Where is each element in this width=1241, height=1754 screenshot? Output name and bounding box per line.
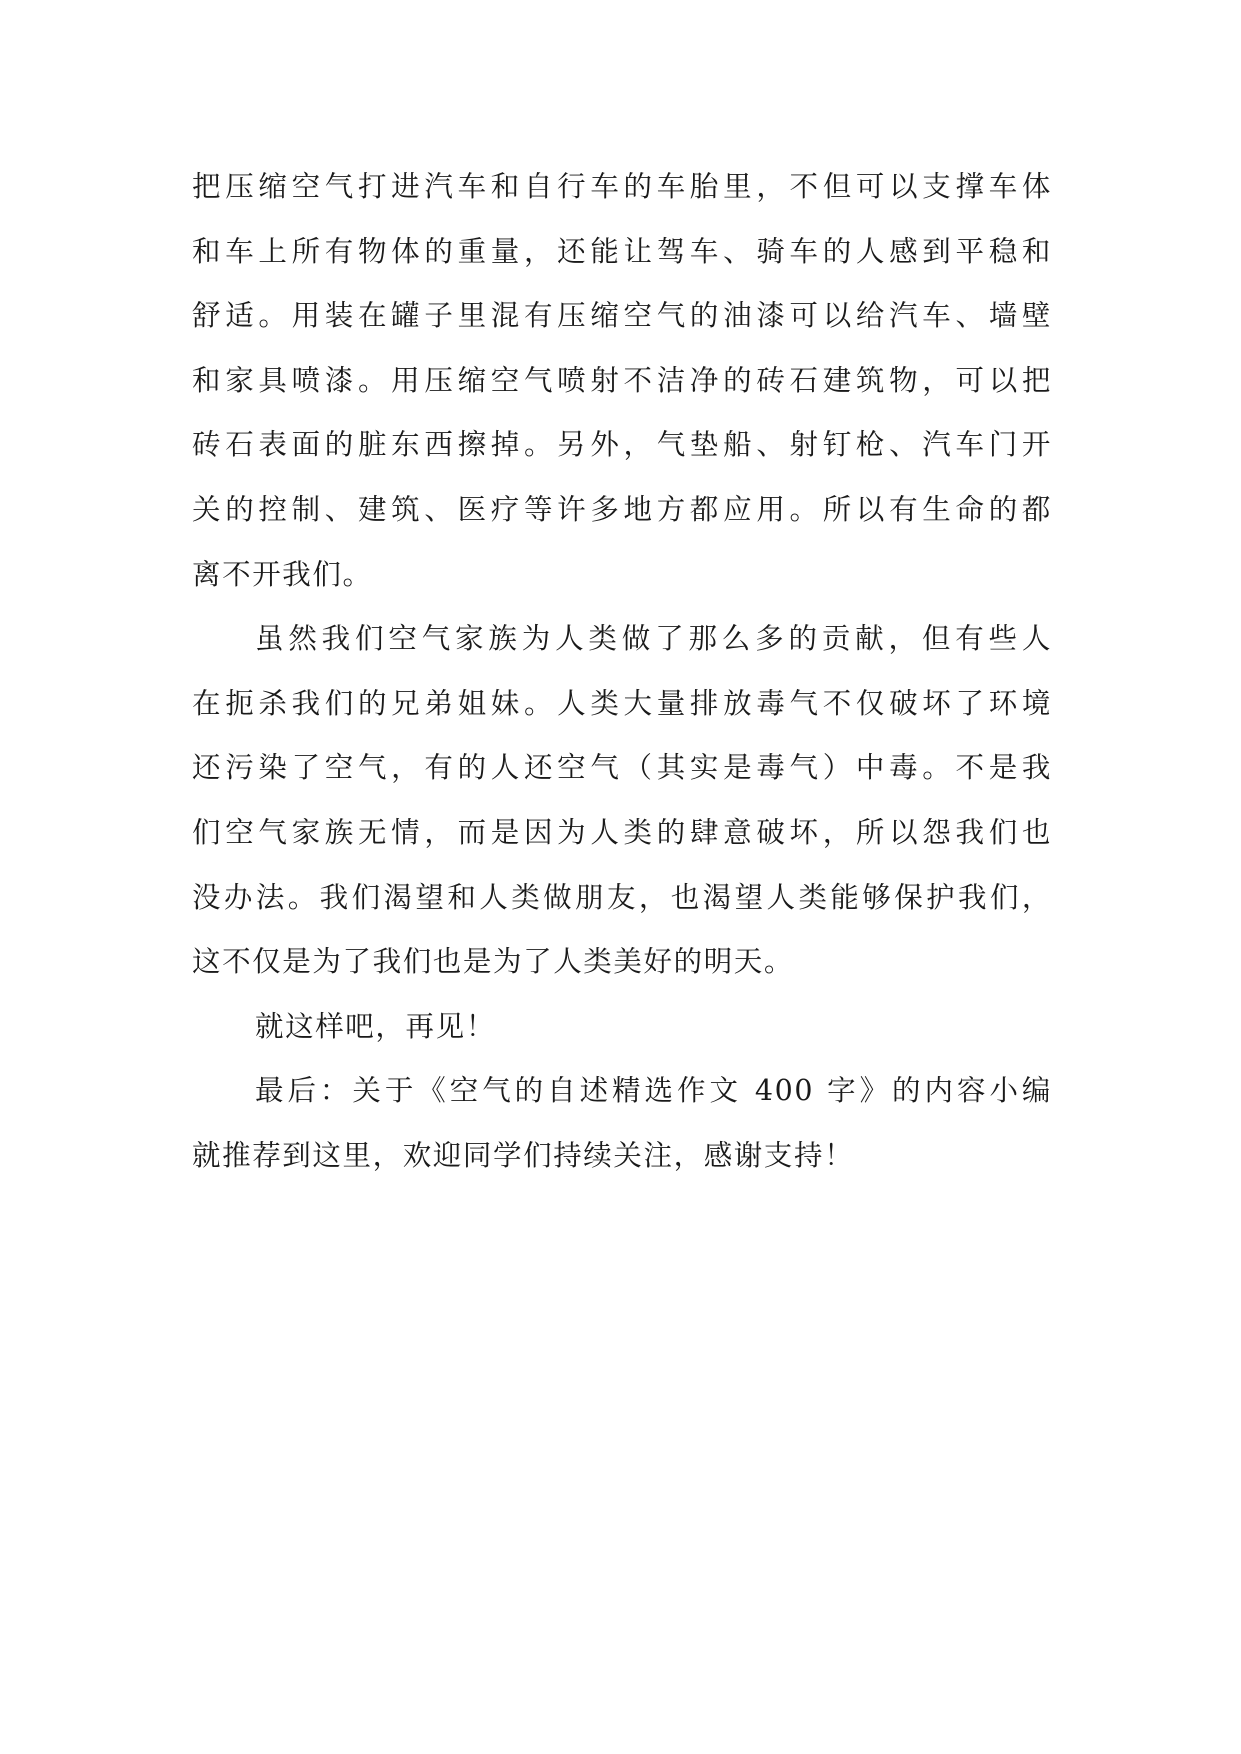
paragraph-2 <box>192 614 1052 1002</box>
paragraph-line: 就推荐到这里，欢迎同学们持续关注，感谢支持！ <box>192 1138 855 1172</box>
paragraph-line: 还污染了空气，有的人还空气（其实是毒气）中毒。不是我 <box>192 751 1052 785</box>
paragraph-line: 关的控制、建筑、医疗等许多地方都应用。所以有生命的都 <box>192 492 1052 526</box>
paragraph-4 <box>192 1066 1052 1195</box>
paragraph-line: 这不仅是为了我们也是为了人类美好的明天。 <box>192 945 795 979</box>
paragraph-line: 离不开我们。 <box>192 557 373 591</box>
paragraph-line: 们空气家族无情，而是因为人类的肆意破坏，所以怨我们也 <box>192 815 1052 849</box>
document-body <box>192 162 1052 1196</box>
paragraph-line: 在扼杀我们的兄弟姐妹。人类大量排放毒气不仅破坏了环境 <box>192 686 1052 720</box>
paragraph-line: 把压缩空气打进汽车和自行车的车胎里，不但可以支撑车体 <box>192 170 1052 203</box>
paragraph-line: 舒适。用装在罐子里混有压缩空气的油漆可以给汽车、墙壁 <box>192 299 1052 333</box>
paragraph-line: 没办法。我们渴望和人类做朋友，也渴望人类能够保护我们， <box>192 880 1052 914</box>
paragraph-line: 最后：关于《空气的自述精选作文 400 字》的内容小编 <box>255 1074 1052 1108</box>
paragraph-line: 砖石表面的脏东西擦掉。另外，气垫船、射钉枪、汽车门开 <box>192 428 1052 462</box>
paragraph-3 <box>192 1002 1052 1067</box>
paragraph-line: 和家具喷漆。用压缩空气喷射不洁净的砖石建筑物，可以把 <box>192 363 1052 397</box>
paragraph-line: 虽然我们空气家族为人类做了那么多的贡献，但有些人 <box>255 622 1052 656</box>
paragraph-1 <box>192 162 1052 614</box>
paragraph-line: 和车上所有物体的重量，还能让驾车、骑车的人感到平稳和 <box>192 234 1052 268</box>
paragraph-line: 就这样吧，再见！ <box>255 1009 496 1043</box>
